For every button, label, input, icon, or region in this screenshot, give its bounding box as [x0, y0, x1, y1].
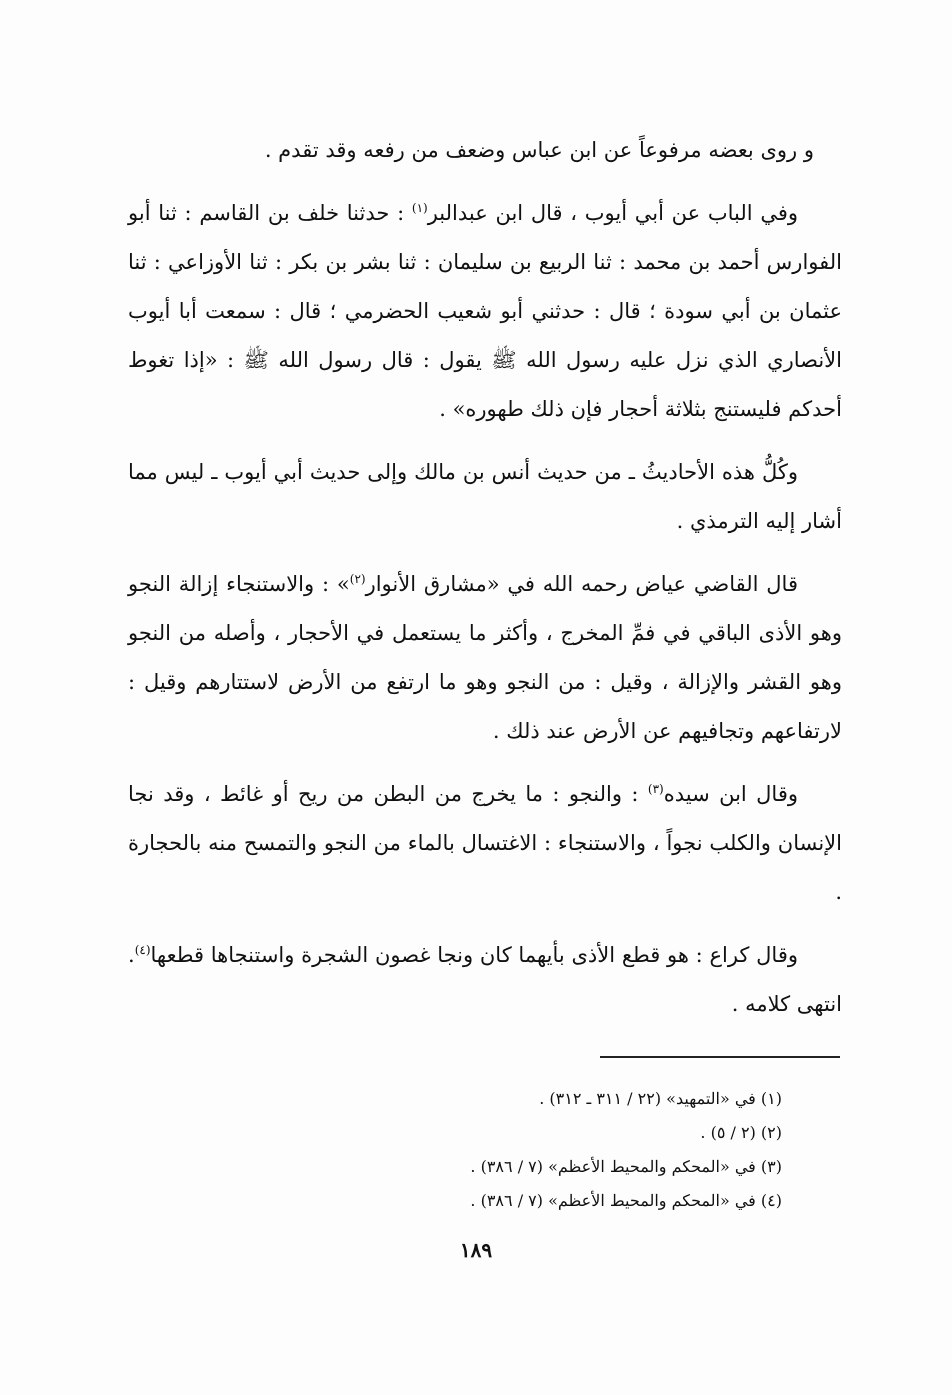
footnote-ref-3: (٣) — [647, 782, 664, 796]
footnote-1: (١) في «التمهيد» (٢٢ / ٣١١ ـ ٣١٢) . — [539, 1089, 782, 1108]
paragraph-2-text-before: وفي الباب عن أبي أيوب ، قال ابن عبدالبر — [427, 201, 798, 225]
paragraph-5 — [128, 770, 842, 917]
paragraph-6 — [128, 931, 842, 1029]
paragraph-2-text-after: : حدثنا خلف بن القاسم : ثنا أبو الفوارس أحمد بن محمد : ثنا الربيع بن سليمان : ثنا بشر بن بكر : ثنا الأوزاعي : ثنا عثمان بن أبي سودة ؛ قال : حدثني أبو شعيب الحضرمي ؛ قال : سمعت أبا أيوب الأنصاري الذي نزل عليه رسول الله ﷺ يقول : قال رسول الله ﷺ : «إذا تغوط أحدكم فليستنج بثلاثة أحجار فإن ذلك طهوره» . — [128, 201, 842, 421]
page-number: ١٨٩ — [459, 1238, 493, 1262]
paragraph-2 — [128, 189, 842, 434]
paragraph-5-text-before: وقال ابن سيده — [663, 782, 798, 806]
footnote-divider — [600, 1056, 840, 1058]
footnote-ref-2: (٢) — [349, 572, 366, 586]
main-text — [128, 126, 842, 1043]
paragraph-1-text: و روى بعضه مرفوعاً عن ابن عباس وضعف من رفعه وقد تقدم . — [264, 138, 814, 162]
footnote-2: (٢) (٢ / ٥) . — [700, 1123, 782, 1142]
paragraph-3-text: وكُلُّ هذه الأحاديثُ ـ من حديث أنس بن مالك وإلى حديث أبي أيوب ـ ليس مما أشار إليه الترمذي . — [128, 460, 842, 533]
paragraph-3 — [128, 448, 842, 546]
footnotes — [300, 1082, 782, 1218]
paragraph-4 — [128, 560, 842, 756]
footnote-ref-1: (١) — [411, 201, 428, 215]
paragraph-4-text-after: » : والاستنجاء إزالة النجو وهو الأذى الباقي في فمِّ المخرج ، وأكثر ما يستعمل في الأحجار ، وأصله من النجو وهو القشر والإزالة ، وقيل : من النجو وهو ما ارتفع من الأرض لاستتارهم وقيل : لارتفاعهم وتجافيهم عن الأرض عند ذلك . — [128, 572, 842, 743]
footnote-3: (٣) في «المحكم والمحيط الأعظم» (٧ / ٣٨٦) . — [470, 1157, 782, 1176]
paragraph-6-text-before: وقال كراع : هو قطع الأذى بأيهما كان ونجا غصون الشجرة واستنجاها قطعها — [150, 943, 798, 967]
footnote-ref-4: (٤) — [134, 943, 151, 957]
footnote-4: (٤) في «المحكم والمحيط الأعظم» (٧ / ٣٨٦) . — [470, 1191, 782, 1210]
paragraph-4-text-before: قال القاضي عياض رحمه الله في «مشارق الأنوار — [365, 572, 798, 596]
paragraph-6-text-after: . انتهى كلامه . — [128, 943, 842, 1016]
paragraph-5-text-after: : والنجو : ما يخرج من البطن من ريح أو غائط ، وقد نجا الإنسان والكلب نجواً ، والاستنجاء : الاغتسال بالماء من النجو والتمسح منه بالحجارة . — [128, 782, 842, 904]
paragraph-1 — [128, 126, 842, 175]
